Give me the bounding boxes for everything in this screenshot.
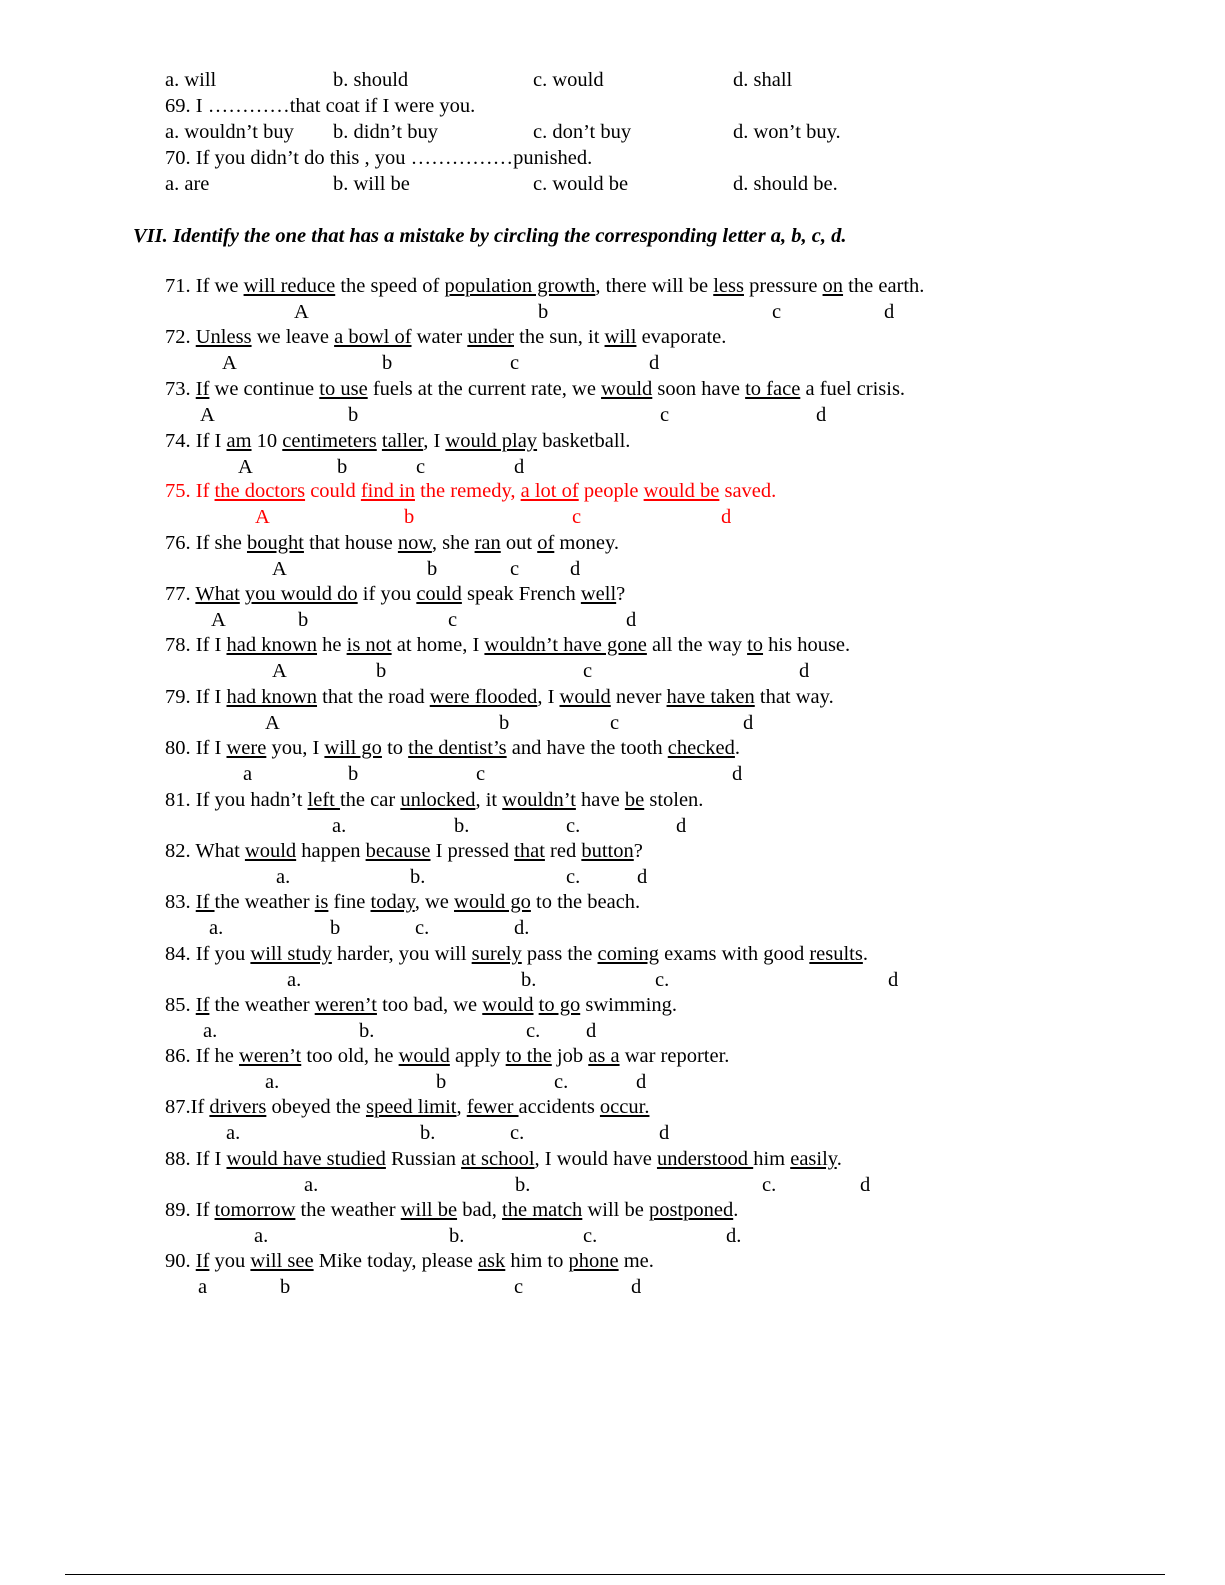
- sentence-text: pressure: [743, 275, 823, 297]
- option-d: d. won’t buy.: [733, 121, 841, 143]
- sentence-text: and have the tooth: [506, 737, 668, 759]
- option-letter[interactable]: b: [538, 301, 549, 323]
- underlined-option[interactable]: If: [195, 378, 210, 400]
- sentence-text: bad,: [457, 1199, 503, 1221]
- option-b: b. should: [333, 69, 409, 91]
- option-letter[interactable]: a.: [287, 969, 302, 991]
- underlined-option[interactable]: that: [514, 840, 545, 862]
- sentence-text: speak French: [461, 583, 581, 605]
- sentence-text: war reporter.: [619, 1045, 730, 1067]
- underlined-option[interactable]: is not: [346, 634, 392, 656]
- section-heading: VII. Identify the one that has a mistake by circling the corresponding letter a, b, c, d.: [133, 225, 847, 247]
- sentence-text: stolen.: [644, 789, 704, 811]
- option-letter[interactable]: A: [272, 660, 287, 682]
- question-sentence: [165, 1097, 649, 1118]
- option-letter[interactable]: c: [772, 301, 782, 323]
- underlined-option[interactable]: had known: [226, 686, 318, 708]
- option-letter[interactable]: a.: [254, 1225, 269, 1247]
- sentence-text: 72.: [165, 326, 196, 348]
- option-letter[interactable]: d: [816, 404, 827, 426]
- underlined-option[interactable]: coming: [597, 943, 659, 965]
- sentence-text: that house: [303, 532, 398, 554]
- question-sentence: [165, 379, 905, 400]
- underlined-option[interactable]: to go: [538, 994, 581, 1016]
- option-letter[interactable]: b: [348, 763, 359, 785]
- option-letter[interactable]: d: [637, 866, 648, 888]
- sentence-text: the car: [339, 789, 401, 811]
- option-letter[interactable]: d: [514, 456, 525, 478]
- option-letter[interactable]: a.: [332, 815, 347, 837]
- option-letter[interactable]: d.: [514, 917, 530, 939]
- option-letter[interactable]: b: [337, 456, 348, 478]
- sentence-text: could: [305, 480, 361, 502]
- sentence-text: his house.: [763, 634, 851, 656]
- option-letter[interactable]: c: [572, 506, 582, 528]
- underlined-option[interactable]: as a: [588, 1045, 620, 1067]
- option-letter[interactable]: d.: [726, 1225, 742, 1247]
- option-letter[interactable]: b: [436, 1071, 447, 1093]
- underlined-option[interactable]: under: [467, 326, 514, 348]
- sentence-text: apply: [449, 1045, 506, 1067]
- sentence-text: the weather: [295, 1199, 401, 1221]
- option-letter[interactable]: c.: [762, 1174, 777, 1196]
- sentence-text: Mike today, please: [313, 1250, 478, 1272]
- underlined-option[interactable]: bought: [246, 532, 304, 554]
- option-letter[interactable]: A: [272, 558, 287, 580]
- option-letter[interactable]: a.: [203, 1020, 218, 1042]
- option-letter[interactable]: d: [732, 763, 743, 785]
- sentence-text: 10: [251, 430, 283, 452]
- sentence-text: the earth.: [843, 275, 925, 297]
- question-sentence: [165, 1149, 842, 1170]
- underlined-option[interactable]: at school: [461, 1148, 535, 1170]
- sentence-text: we leave: [251, 326, 335, 348]
- sentence-text: you: [209, 1250, 251, 1272]
- underlined-option[interactable]: a bowl of: [334, 326, 412, 348]
- sentence-text: soon have: [652, 378, 746, 400]
- sentence-text: , it: [475, 789, 503, 811]
- option-letter[interactable]: c: [610, 712, 620, 734]
- question-sentence: [165, 1046, 729, 1067]
- question-sentence: [165, 635, 850, 656]
- option-letter[interactable]: A: [200, 404, 215, 426]
- option-b: b. didn’t buy: [333, 121, 438, 143]
- sentence-text: exams with good: [659, 943, 810, 965]
- option-letter[interactable]: d: [888, 969, 899, 991]
- option-letter[interactable]: c: [510, 558, 520, 580]
- sentence-text: 90.: [165, 1250, 196, 1272]
- underlined-option[interactable]: will: [604, 326, 637, 348]
- sentence-text: all the way: [646, 634, 748, 656]
- sentence-text: 83.: [165, 891, 196, 913]
- sentence-text: the weather: [214, 891, 315, 913]
- question-sentence: [165, 841, 643, 862]
- sentence-text: 80. If I: [165, 737, 227, 759]
- underlined-option[interactable]: be: [624, 789, 645, 811]
- underlined-option[interactable]: would: [601, 378, 653, 400]
- sentence-text: to: [381, 737, 409, 759]
- option-letter[interactable]: d: [676, 815, 687, 837]
- underlined-option[interactable]: drivers: [209, 1096, 267, 1118]
- sentence-text: .: [733, 1199, 739, 1221]
- option-c: c. would be: [533, 173, 629, 195]
- sentence-text: 76. If she: [165, 532, 247, 554]
- underlined-option[interactable]: will see: [250, 1250, 314, 1272]
- option-letter[interactable]: a.: [226, 1122, 241, 1144]
- option-letter[interactable]: c.: [566, 815, 581, 837]
- page-bottom-rule: [65, 1574, 1165, 1575]
- question-sentence: [165, 327, 726, 348]
- sentence-text: Russian: [385, 1148, 462, 1170]
- underlined-option[interactable]: would: [559, 686, 611, 708]
- sentence-text: will be: [582, 1199, 649, 1221]
- underlined-option[interactable]: taller: [381, 430, 424, 452]
- option-a: a. are: [165, 173, 210, 195]
- question-sentence: [165, 533, 619, 554]
- underlined-option[interactable]: on: [822, 275, 844, 297]
- sentence-text: harder, you will: [331, 943, 472, 965]
- sentence-text: out: [500, 532, 538, 554]
- sentence-text: red: [544, 840, 582, 862]
- option-letter[interactable]: c.: [415, 917, 430, 939]
- sentence-text: that way.: [754, 686, 834, 708]
- underlined-option[interactable]: If: [195, 891, 215, 913]
- sentence-text: 89. If: [165, 1199, 215, 1221]
- question-sentence: [165, 481, 776, 502]
- underlined-option[interactable]: to the: [505, 1045, 552, 1067]
- sentence-text: money.: [554, 532, 620, 554]
- underlined-option[interactable]: understood: [656, 1148, 754, 1170]
- option-letter[interactable]: b: [404, 506, 415, 528]
- underlined-option[interactable]: population growth: [444, 275, 596, 297]
- underlined-option[interactable]: What: [195, 583, 240, 605]
- underlined-option[interactable]: have taken: [666, 686, 755, 708]
- underlined-option[interactable]: is: [314, 891, 329, 913]
- sentence-text: him: [753, 1148, 791, 1170]
- sentence-text: that the road: [317, 686, 430, 708]
- option-letter[interactable]: d: [586, 1020, 597, 1042]
- underlined-option[interactable]: unlocked: [400, 789, 476, 811]
- sentence-text: have: [575, 789, 625, 811]
- underlined-option[interactable]: find in: [360, 480, 415, 502]
- underlined-option[interactable]: easily: [790, 1148, 837, 1170]
- question-sentence: [165, 995, 677, 1016]
- option-letter[interactable]: b: [330, 917, 341, 939]
- sentence-text: too bad, we: [376, 994, 483, 1016]
- sentence-text: a fuel crisis.: [800, 378, 906, 400]
- underlined-option[interactable]: were flooded: [429, 686, 538, 708]
- sentence-text: 77.: [165, 583, 196, 605]
- option-letter[interactable]: b.: [410, 866, 426, 888]
- sentence-text: ?: [616, 583, 626, 605]
- sentence-text: the speed of: [335, 275, 445, 297]
- underlined-option[interactable]: will study: [250, 943, 332, 965]
- question-sentence: [165, 790, 703, 811]
- sentence-text: ,: [456, 1096, 467, 1118]
- option-letter[interactable]: A: [222, 352, 237, 374]
- underlined-option[interactable]: phone: [568, 1250, 619, 1272]
- option-letter[interactable]: c.: [554, 1071, 569, 1093]
- underlined-option[interactable]: a lot of: [520, 480, 579, 502]
- underlined-option[interactable]: tomorrow: [214, 1199, 296, 1221]
- underlined-option[interactable]: will be: [400, 1199, 458, 1221]
- underlined-option[interactable]: to: [747, 634, 764, 656]
- underlined-option[interactable]: weren’t: [314, 994, 377, 1016]
- option-letter[interactable]: c: [514, 1276, 524, 1298]
- sentence-text: , she: [431, 532, 475, 554]
- option-a: a. wouldn’t buy: [165, 121, 294, 143]
- sentence-text: , there will be: [595, 275, 714, 297]
- option-letter[interactable]: b.: [420, 1122, 436, 1144]
- underlined-option[interactable]: weren’t: [239, 1045, 302, 1067]
- sentence-text: he: [317, 634, 347, 656]
- option-letter[interactable]: d: [636, 1071, 647, 1093]
- sentence-text: people: [578, 480, 644, 502]
- sentence-text: 75. If: [165, 480, 215, 502]
- underlined-option[interactable]: the doctors: [214, 480, 306, 502]
- underlined-option[interactable]: am: [226, 430, 252, 452]
- underlined-option[interactable]: speed limit: [365, 1096, 457, 1118]
- option-letter[interactable]: a.: [265, 1071, 280, 1093]
- option-letter[interactable]: b: [348, 404, 359, 426]
- sentence-text: you, I: [266, 737, 325, 759]
- option-letter[interactable]: A: [294, 301, 309, 323]
- option-letter[interactable]: a.: [304, 1174, 319, 1196]
- option-letter[interactable]: a: [198, 1276, 208, 1298]
- question-sentence: [165, 944, 868, 965]
- option-letter[interactable]: b.: [521, 969, 537, 991]
- option-b: b. will be: [333, 173, 410, 195]
- underlined-option[interactable]: would: [398, 1045, 450, 1067]
- sentence-text: to the beach.: [530, 891, 641, 913]
- option-letter[interactable]: A: [211, 609, 226, 631]
- option-letter[interactable]: d: [743, 712, 754, 734]
- underlined-option[interactable]: fewer: [466, 1096, 519, 1118]
- option-letter[interactable]: b: [427, 558, 438, 580]
- underlined-option[interactable]: postponed: [648, 1199, 734, 1221]
- underlined-option[interactable]: were: [226, 737, 267, 759]
- underlined-option[interactable]: could: [416, 583, 462, 605]
- question-69: 69. I …………that coat if I were you.: [165, 95, 476, 117]
- option-letter[interactable]: c: [448, 609, 458, 631]
- underlined-option[interactable]: ask: [477, 1250, 506, 1272]
- option-c: c. don’t buy: [533, 121, 632, 143]
- option-letter[interactable]: d: [659, 1122, 670, 1144]
- sentence-text: job: [551, 1045, 589, 1067]
- sentence-text: , I: [537, 686, 560, 708]
- sentence-text: the sun, it: [514, 326, 605, 348]
- option-letter[interactable]: b.: [515, 1174, 531, 1196]
- underlined-option[interactable]: to use: [319, 378, 368, 400]
- sentence-text: ?: [633, 840, 643, 862]
- option-letter[interactable]: c: [660, 404, 670, 426]
- question-sentence: [165, 276, 924, 297]
- option-letter[interactable]: b.: [449, 1225, 465, 1247]
- option-letter[interactable]: c: [510, 352, 520, 374]
- sentence-text: if you: [357, 583, 417, 605]
- sentence-text: 79. If I: [165, 686, 227, 708]
- option-letter[interactable]: c: [416, 456, 426, 478]
- option-c: c. would: [533, 69, 604, 91]
- option-letter[interactable]: b: [499, 712, 510, 734]
- sentence-text: 85.: [165, 994, 196, 1016]
- sentence-text: we continue: [209, 378, 320, 400]
- option-letter[interactable]: a.: [276, 866, 291, 888]
- sentence-text: 84. If you: [165, 943, 251, 965]
- option-letter[interactable]: d: [631, 1276, 642, 1298]
- sentence-text: 73.: [165, 378, 196, 400]
- option-d: d. shall: [733, 69, 793, 91]
- option-letter[interactable]: c.: [655, 969, 670, 991]
- underlined-option[interactable]: wouldn’t have gone: [484, 634, 647, 656]
- option-d: d. should be.: [733, 173, 838, 195]
- question-sentence: [165, 687, 834, 708]
- question-sentence: [165, 1251, 654, 1272]
- sentence-text: evaporate.: [636, 326, 727, 348]
- sentence-text: obeyed the: [266, 1096, 366, 1118]
- underlined-option[interactable]: checked: [667, 737, 735, 759]
- option-letter[interactable]: d: [626, 609, 637, 631]
- underlined-option[interactable]: results: [809, 943, 863, 965]
- underlined-option[interactable]: because: [365, 840, 431, 862]
- sentence-text: never: [610, 686, 667, 708]
- sentence-text: 82. What: [165, 840, 245, 862]
- underlined-option[interactable]: well: [580, 583, 617, 605]
- option-letter[interactable]: b.: [454, 815, 470, 837]
- sentence-text: .: [836, 1148, 842, 1170]
- underlined-option[interactable]: occur.: [599, 1096, 650, 1118]
- underlined-option[interactable]: had known: [226, 634, 318, 656]
- question-sentence: [165, 1200, 738, 1221]
- question-sentence: [165, 431, 630, 452]
- sentence-text: too old, he: [301, 1045, 399, 1067]
- sentence-text: the weather: [209, 994, 315, 1016]
- sentence-text: .: [734, 737, 741, 759]
- option-letter[interactable]: b: [376, 660, 387, 682]
- sentence-text: , we: [414, 891, 455, 913]
- sentence-text: fuels at the current rate, we: [367, 378, 602, 400]
- option-letter[interactable]: b: [280, 1276, 291, 1298]
- sentence-text: .: [862, 943, 868, 965]
- option-letter[interactable]: d: [721, 506, 732, 528]
- option-letter[interactable]: A: [255, 506, 270, 528]
- underlined-option[interactable]: today: [370, 891, 415, 913]
- sentence-text: accidents: [518, 1096, 600, 1118]
- option-letter[interactable]: c: [583, 660, 593, 682]
- sentence-text: saved.: [719, 480, 777, 502]
- sentence-text: at home, I: [391, 634, 485, 656]
- underlined-option[interactable]: will go: [324, 737, 382, 759]
- sentence-text: 88. If I: [165, 1148, 227, 1170]
- sentence-text: me.: [618, 1250, 654, 1272]
- sentence-text: fine: [328, 891, 371, 913]
- sentence-text: happen: [296, 840, 366, 862]
- underlined-option[interactable]: button: [581, 840, 634, 862]
- underlined-option[interactable]: If: [195, 994, 210, 1016]
- option-letter[interactable]: d: [799, 660, 810, 682]
- option-letter[interactable]: b: [382, 352, 393, 374]
- sentence-text: basketball.: [537, 430, 631, 452]
- sentence-text: 78. If I: [165, 634, 227, 656]
- option-letter[interactable]: c.: [526, 1020, 541, 1042]
- option-letter[interactable]: b.: [359, 1020, 375, 1042]
- option-letter[interactable]: c.: [566, 866, 581, 888]
- sentence-text: water: [411, 326, 468, 348]
- option-letter[interactable]: b: [298, 609, 309, 631]
- question-sentence: [165, 584, 625, 605]
- option-letter[interactable]: c.: [583, 1225, 598, 1247]
- sentence-text: the remedy,: [414, 480, 521, 502]
- sentence-text: 86. If he: [165, 1045, 240, 1067]
- sentence-text: swimming.: [580, 994, 678, 1016]
- option-letter[interactable]: a: [243, 763, 253, 785]
- sentence-text: 87.If: [165, 1096, 210, 1118]
- option-letter[interactable]: d: [649, 352, 660, 374]
- sentence-text: 71. If we: [165, 275, 244, 297]
- question-sentence: [165, 892, 640, 913]
- underlined-option[interactable]: would play: [445, 430, 538, 452]
- sentence-text: , I: [423, 430, 446, 452]
- underlined-option[interactable]: now: [397, 532, 432, 554]
- underlined-option[interactable]: the match: [502, 1199, 583, 1221]
- underlined-option[interactable]: less: [713, 275, 744, 297]
- underlined-option[interactable]: left: [307, 789, 340, 811]
- underlined-option[interactable]: to face: [745, 378, 801, 400]
- sentence-text: 74. If I: [165, 430, 227, 452]
- underlined-option[interactable]: surely: [471, 943, 522, 965]
- underlined-option[interactable]: centimeters: [282, 430, 377, 452]
- option-letter[interactable]: A: [238, 456, 253, 478]
- sentence-text: 81. If you hadn’t: [165, 789, 308, 811]
- underlined-option[interactable]: of: [537, 532, 555, 554]
- underlined-option[interactable]: would have studied: [226, 1148, 386, 1170]
- underlined-option[interactable]: you would do: [244, 583, 358, 605]
- underlined-option[interactable]: Unless: [195, 326, 252, 348]
- option-letter[interactable]: d: [884, 301, 895, 323]
- sentence-text: I pressed: [430, 840, 515, 862]
- underlined-option[interactable]: would go: [454, 891, 531, 913]
- underlined-option[interactable]: ran: [474, 532, 501, 554]
- option-letter[interactable]: d: [570, 558, 581, 580]
- sentence-text: him to: [505, 1250, 569, 1272]
- option-letter[interactable]: A: [265, 712, 280, 734]
- underlined-option[interactable]: would be: [643, 480, 720, 502]
- underlined-option[interactable]: wouldn’t: [502, 789, 576, 811]
- option-letter[interactable]: d: [860, 1174, 871, 1196]
- option-a: a. will: [165, 69, 217, 91]
- underlined-option[interactable]: would: [482, 994, 534, 1016]
- underlined-option[interactable]: the dentist’s: [408, 737, 507, 759]
- question-sentence: [165, 738, 740, 759]
- option-letter[interactable]: c: [476, 763, 486, 785]
- sentence-text: , I would have: [534, 1148, 657, 1170]
- option-letter[interactable]: c.: [510, 1122, 525, 1144]
- question-70: 70. If you didn’t do this , you ……………punished.: [165, 147, 593, 169]
- underlined-option[interactable]: would: [244, 840, 297, 862]
- sentence-text: pass the: [521, 943, 598, 965]
- option-letter[interactable]: a.: [209, 917, 224, 939]
- underlined-option[interactable]: will reduce: [243, 275, 336, 297]
- underlined-option[interactable]: If: [195, 1250, 210, 1272]
